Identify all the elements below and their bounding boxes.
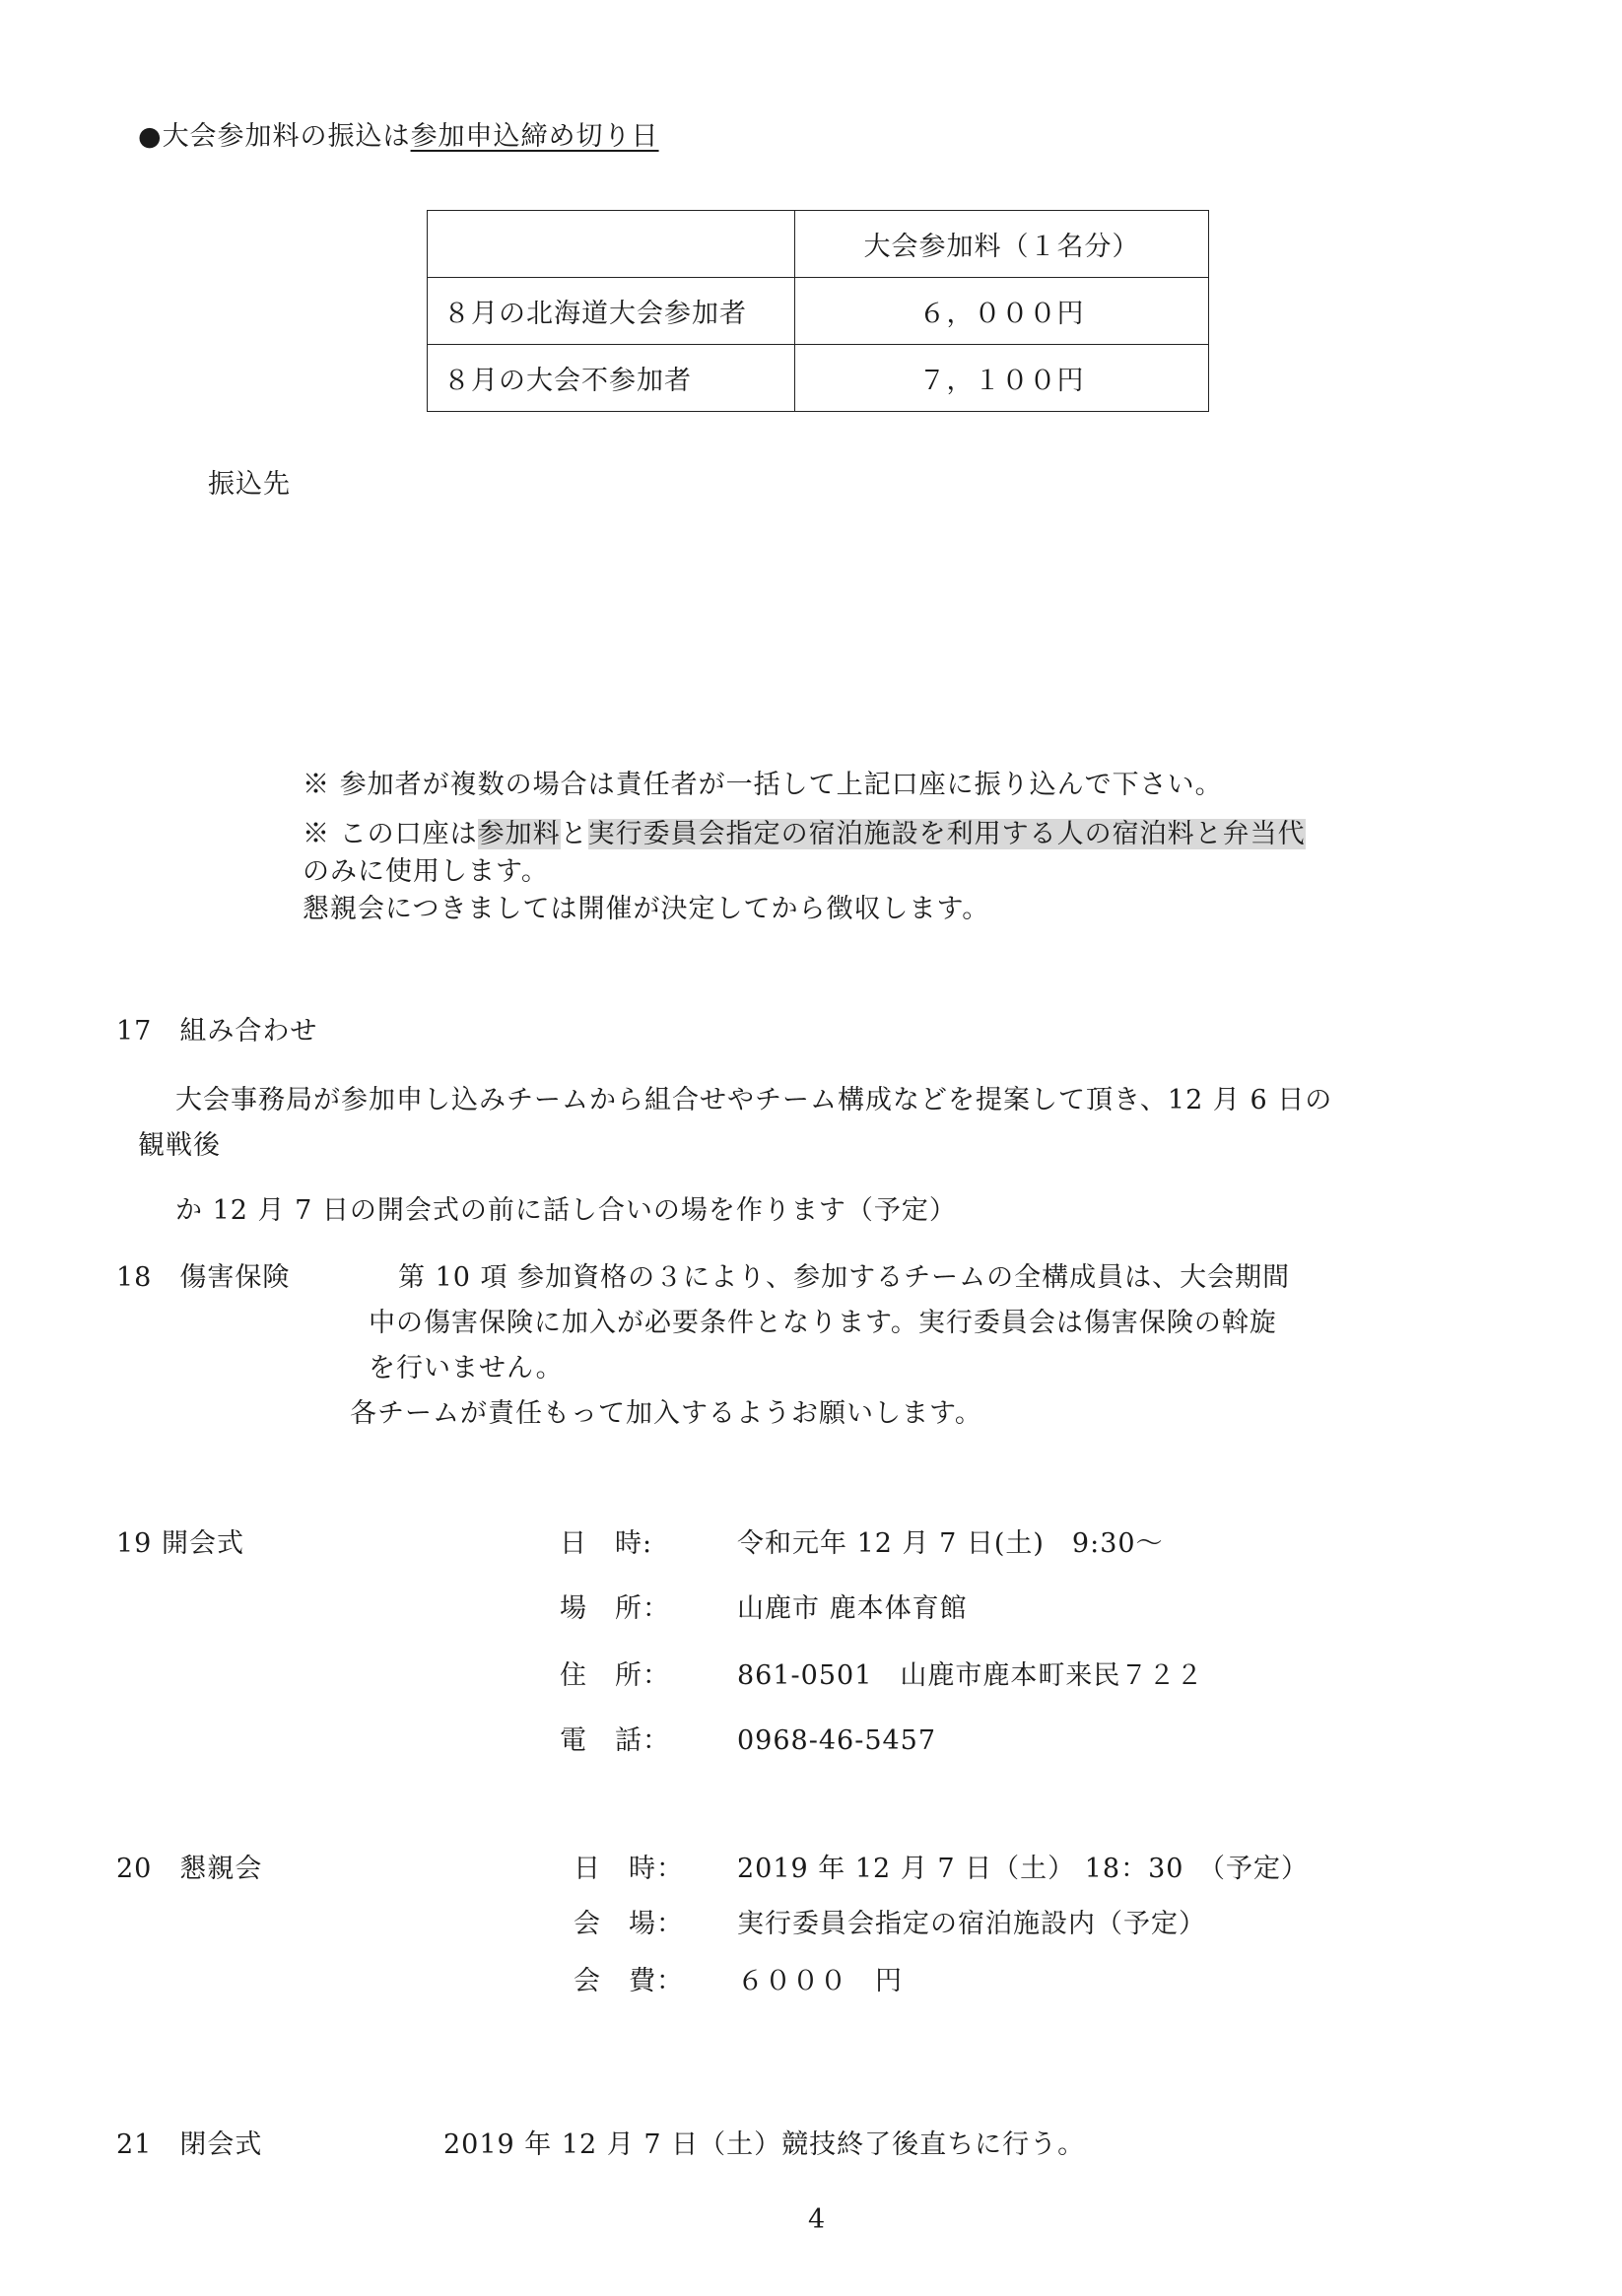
note-2-highlight-lodging: 実行委員会指定の宿泊施設を利用する人の宿泊料と弁当代 bbox=[587, 819, 1306, 849]
table-row bbox=[428, 345, 1209, 412]
section-19-value: 令和元年 12 月 7 日(土) 9:30～ bbox=[737, 1528, 1164, 1559]
note-2-line2: のみに使用します。 bbox=[303, 856, 549, 887]
section-21-title: 21 閉会式 bbox=[116, 2129, 263, 2160]
table-cell: ７，１００円 bbox=[795, 345, 1209, 412]
section-19-label: 住 所： bbox=[560, 1660, 670, 1691]
note-1: ※ 参加者が複数の場合は責任者が一括して上記口座に振り込んで下さい。 bbox=[303, 770, 1223, 800]
table-cell: ８月の大会不参加者 bbox=[428, 345, 795, 412]
section-19-label: 電 話： bbox=[560, 1725, 670, 1756]
page-number: 4 bbox=[808, 2204, 827, 2235]
section-19-title: 19 開会式 bbox=[116, 1528, 244, 1559]
table-header-cell bbox=[428, 211, 795, 278]
section-18-title: 18 傷害保険 bbox=[116, 1262, 291, 1293]
section-19-value: 861-0501 山鹿市鹿本町来民７２２ bbox=[737, 1660, 1204, 1691]
section-17-line3: か 12 月 7 日の開会式の前に話し合いの場を作ります（予定） bbox=[175, 1195, 957, 1226]
section-17-line2: 観戦後 bbox=[138, 1130, 221, 1161]
section-19-value: 0968-46-5457 bbox=[737, 1725, 937, 1756]
transfer-label: 振込先 bbox=[208, 469, 291, 500]
section-19-value: 山鹿市 鹿本体育館 bbox=[737, 1593, 968, 1624]
section-18-line3: を行いません。 bbox=[369, 1353, 564, 1384]
section-21-value: 2019 年 12 月 7 日（土）競技終了後直ちに行う。 bbox=[443, 2129, 1086, 2160]
section-20-label: 会 場： bbox=[574, 1909, 684, 1939]
table-header-cell: 大会参加料（１名分） bbox=[795, 211, 1209, 278]
fee-table bbox=[427, 210, 1209, 412]
section-19-label: 場 所： bbox=[560, 1593, 670, 1624]
section-20-label: 会 費： bbox=[574, 1966, 684, 1996]
note-2-prefix: ※ この口座は bbox=[303, 819, 478, 849]
section-19-label: 日 時: bbox=[560, 1528, 653, 1559]
table-cell: ８月の北海道大会参加者 bbox=[428, 278, 795, 345]
note-2-mid: と bbox=[560, 819, 588, 849]
note-3: 懇親会につきましては開催が決定してから徴収します。 bbox=[303, 894, 990, 924]
section-18-line1: 第 10 項 参加資格の３により、参加するチームの全構成員は、大会期間 bbox=[398, 1262, 1291, 1293]
fee-heading bbox=[138, 120, 659, 154]
bullet-icon: ● bbox=[138, 121, 163, 152]
section-20-title: 20 懇親会 bbox=[116, 1854, 263, 1884]
fee-heading-deadline: 参加申込締め切り日 bbox=[410, 121, 659, 152]
note-2 bbox=[303, 818, 1306, 851]
section-20-label: 日 時： bbox=[574, 1854, 684, 1884]
section-20-value: ６０００ 円 bbox=[737, 1966, 903, 1996]
table-cell: ６，０００円 bbox=[795, 278, 1209, 345]
section-17-title: 17 組み合わせ bbox=[116, 1016, 318, 1047]
section-20-value: 実行委員会指定の宿泊施設内（予定） bbox=[737, 1909, 1206, 1939]
section-20-value: 2019 年 12 月 7 日（土） 18：30 （予定） bbox=[737, 1854, 1309, 1884]
section-18-line2: 中の傷害保険に加入が必要条件となります。実行委員会は傷害保険の斡旋 bbox=[369, 1308, 1277, 1338]
table-header-row bbox=[428, 211, 1209, 278]
note-2-highlight-fee: 参加料 bbox=[477, 819, 561, 849]
table-row bbox=[428, 278, 1209, 345]
section-17-line1: 大会事務局が参加申し込みチームから組合せやチーム構成などを提案して頂き、12 月 6 日の bbox=[175, 1085, 1333, 1115]
section-18-line4: 各チームが責任もって加入するようお願いします。 bbox=[350, 1398, 982, 1429]
fee-heading-lead: 大会参加料の振込は bbox=[162, 121, 411, 152]
